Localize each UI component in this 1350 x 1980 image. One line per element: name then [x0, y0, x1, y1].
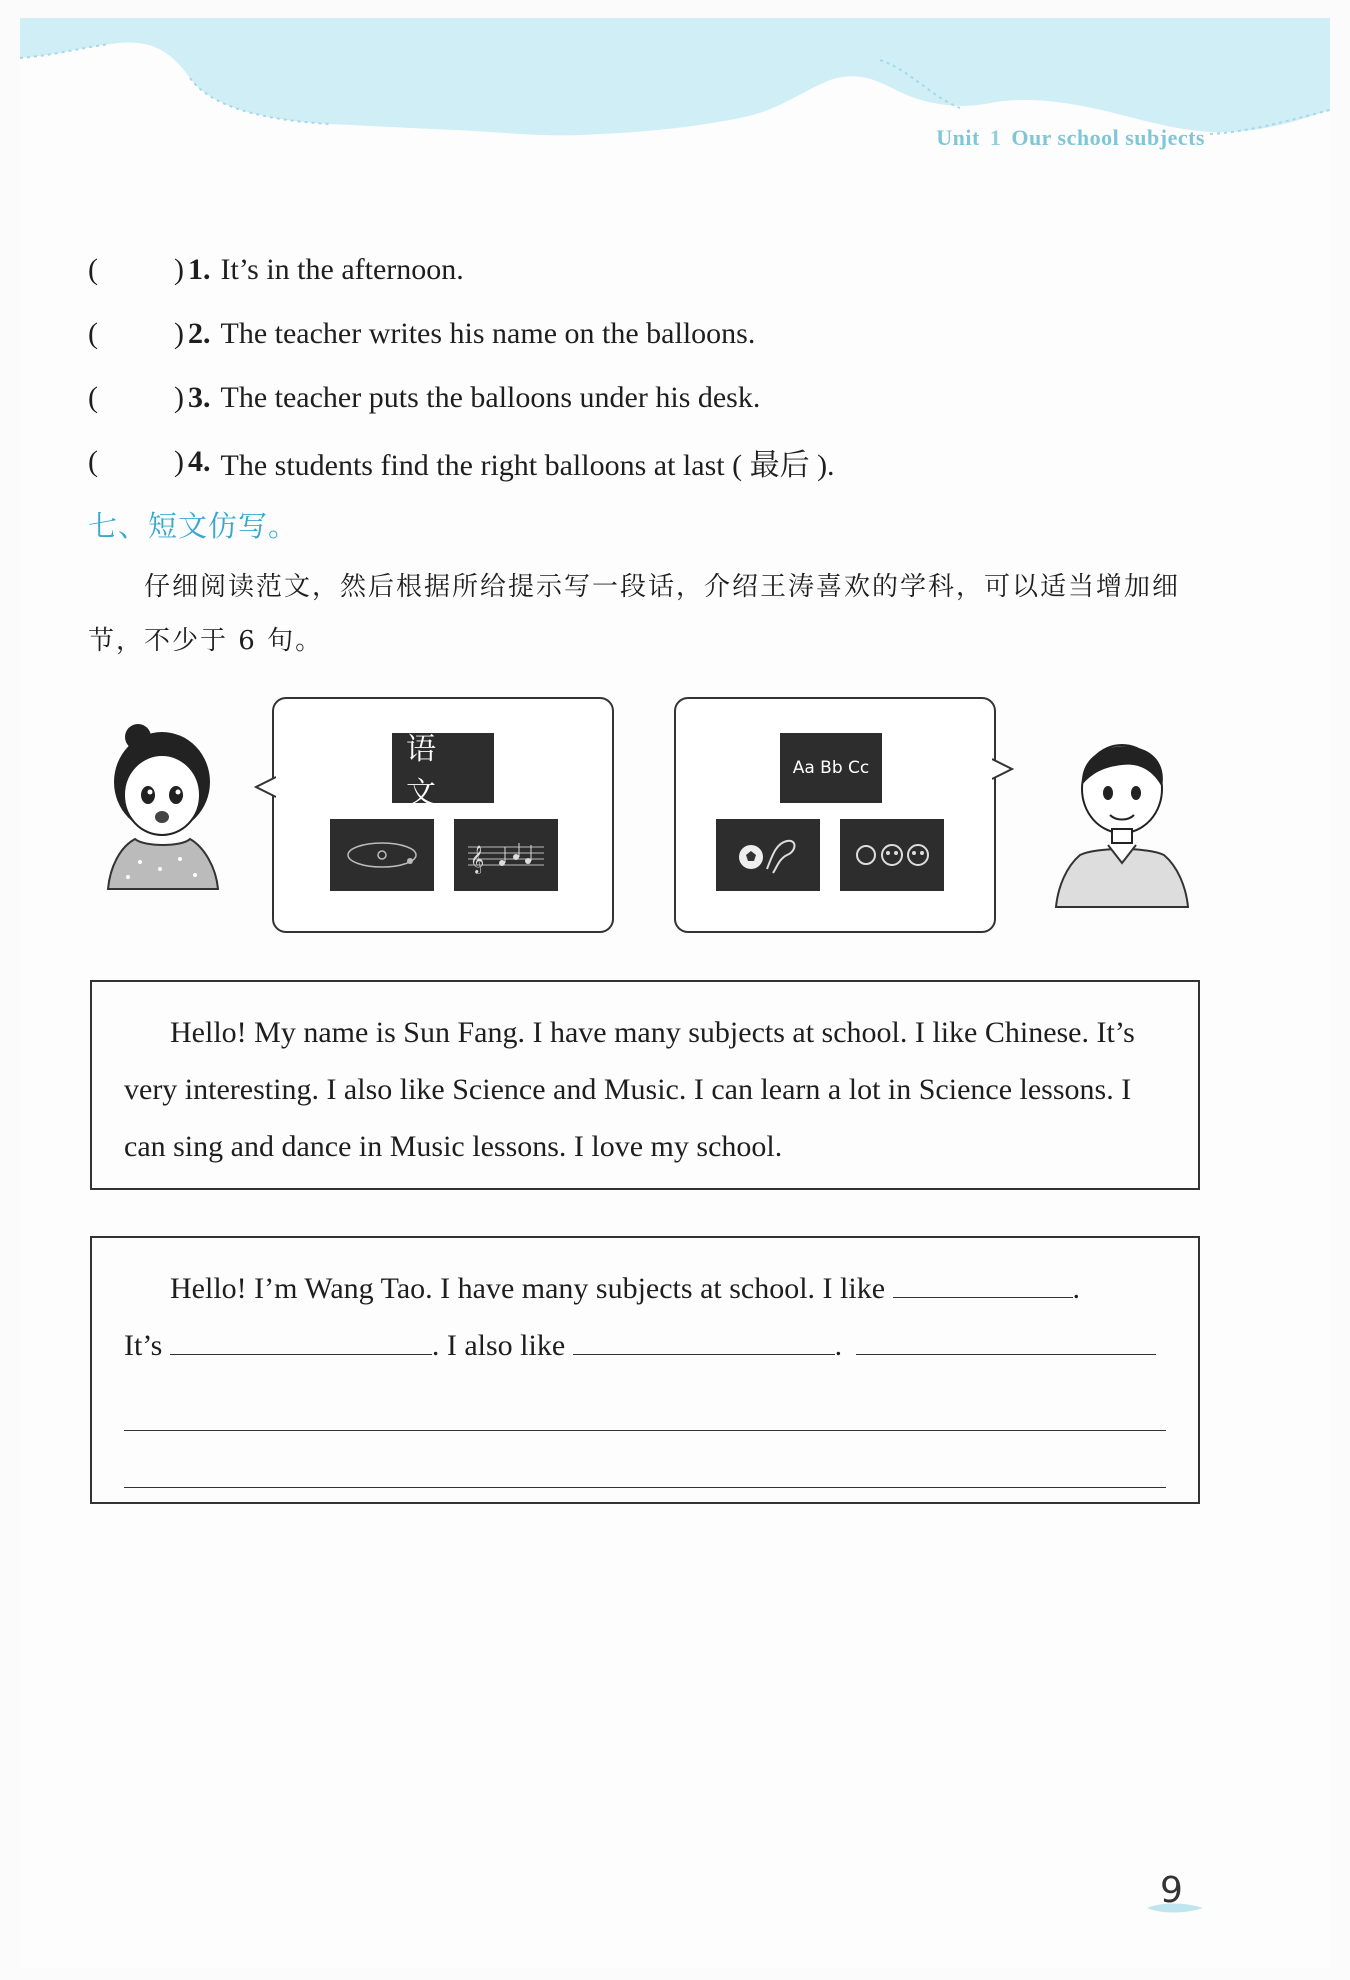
answer-parentheses[interactable]: ( ) [88, 253, 184, 286]
blank-continue[interactable] [856, 1328, 1156, 1355]
item-number: 2. [188, 317, 211, 350]
sample-passage-box [90, 980, 1200, 1190]
exercise-item [88, 238, 1238, 302]
chinese-board-title: 语 文 [406, 732, 450, 811]
judgement-exercise-list [88, 238, 1238, 494]
answer-parentheses[interactable]: ( ) [88, 381, 184, 414]
english-board-title: Aa Bb Cc [792, 758, 870, 778]
exercise-item [88, 366, 1238, 430]
item-text: The students find the right balloons at last ( 最后 ). [220, 449, 835, 482]
illustration-row [0, 695, 1350, 955]
chinese-board [392, 732, 494, 811]
answer-parentheses[interactable]: ( ) [88, 445, 184, 478]
pe-board [716, 819, 820, 891]
speech-bubble-right [674, 697, 996, 933]
bubble-tail [992, 757, 1014, 781]
unit-title: Our school subjects [1011, 125, 1205, 150]
section-instruction: 仔细阅读范文，然后根据所给提示写一段话，介绍王涛喜欢的学科，可以适当增加细节，不少于 6 句。 [88, 572, 1181, 656]
writing-prompt-text: Hello! I’m Wang Tao. I have many subjects at school. I like [170, 1272, 886, 1305]
music-board [454, 819, 558, 891]
art-board [840, 819, 944, 891]
ball-rope-icon [733, 833, 803, 877]
item-text: It’s in the afternoon. [220, 253, 464, 286]
writing-line-2: It’s . I also like . [124, 1317, 1166, 1374]
blank-subject-2[interactable] [573, 1328, 835, 1355]
unit-header-label [936, 125, 1205, 151]
item-text: The teacher writes his name on the balloons. [220, 317, 756, 350]
item-number: 1. [188, 253, 211, 286]
girl-illustration [100, 717, 225, 892]
item-number: 3. [188, 381, 211, 414]
blank-description[interactable] [170, 1328, 432, 1355]
speech-bubble-left [272, 697, 614, 933]
exercise-item [88, 302, 1238, 366]
english-board [780, 733, 882, 803]
shapes-faces-icon [850, 833, 934, 877]
page-number: 9 [1160, 1870, 1183, 1911]
writing-line-blank[interactable] [124, 1431, 1166, 1488]
item-text: The teacher puts the balloons under his desk. [220, 381, 761, 414]
sample-passage-text: Hello! My name is Sun Fang. I have many subjects at school. I like Chinese. It’s very interesting. I also like Science and Music. I can learn a lot in Science lessons. I can sing and dance in Music lessons. I love my school. [124, 1016, 1135, 1163]
exercise-item [88, 430, 1238, 494]
planet-orbit-icon [342, 835, 422, 875]
header-cloud-banner [0, 0, 1350, 190]
writing-line-blank[interactable] [124, 1374, 1166, 1431]
answer-parentheses[interactable]: ( ) [88, 317, 184, 350]
item-number: 4. [188, 445, 211, 478]
boy-illustration [1052, 739, 1192, 909]
writing-line-1: Hello! I’m Wang Tao. I have many subjects at school. I like . [170, 1272, 1081, 1305]
unit-word: Unit [936, 125, 980, 150]
bubble-tail [254, 775, 276, 799]
section-title: 七、短文仿写。 [88, 509, 299, 543]
blank-subject-1[interactable] [893, 1271, 1073, 1298]
svg-text:𝄞: 𝄞 [470, 845, 485, 873]
writing-box [90, 1236, 1200, 1504]
unit-number: 1 [989, 125, 1002, 150]
music-notes-icon [464, 835, 548, 875]
science-board [330, 819, 434, 891]
